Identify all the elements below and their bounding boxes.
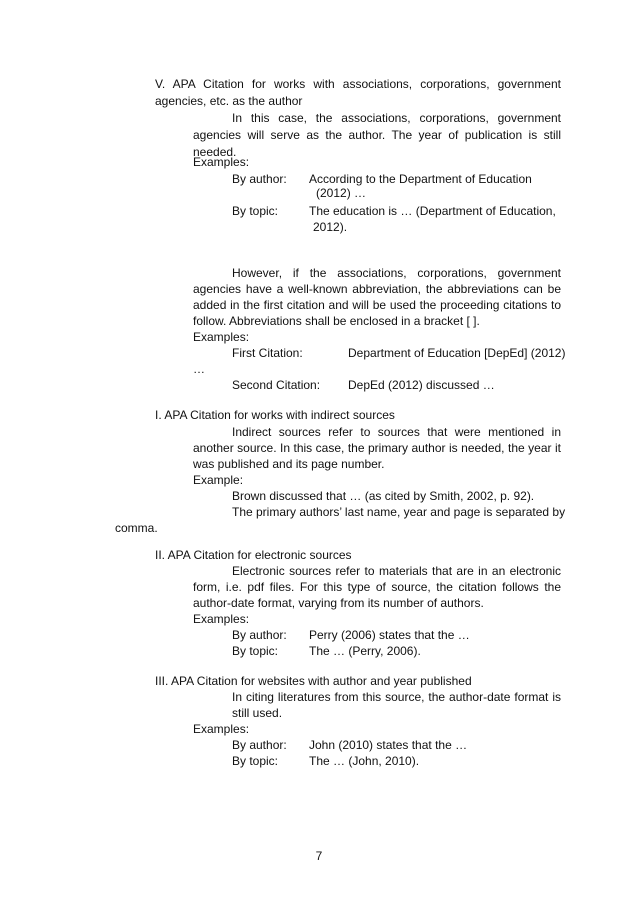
section-i-note-line2: comma. [115,521,158,535]
first-citation-ellipsis: … [193,362,205,376]
section-iii-by-author-text: John (2010) states that the … [309,738,468,752]
section-ii-by-topic-text: The … (Perry, 2006). [309,644,421,658]
section-v-by-topic-text1: The education is … (Department of Education, [309,204,556,218]
section-iii-heading: III. APA Citation for websites with author and year published [155,674,472,688]
section-i-para-line2: another source. In this case, the primary author is needed, the year it [193,441,561,455]
section-ii-para-line1: Electronic sources refer to materials that are in an electronic [232,564,561,578]
section-i-heading: I. APA Citation for works with indirect sources [155,408,395,422]
first-citation-label: First Citation: [232,346,303,360]
first-citation-text: Department of Education [DepEd] (2012) [348,346,566,360]
section-i-example-text: Brown discussed that … (as cited by Smith, 2002, p. 92). [232,489,535,503]
section-ii-by-topic-label: By topic: [232,644,279,658]
section-v-by-topic-label: By topic: [232,204,279,218]
section-i-note-line1: The primary authors’ last name, year and page is separated by [232,505,566,519]
section-iii-examples-label: Examples: [193,722,250,736]
section-v-para2-line2: agencies have a well-known abbreviation, the abbreviations can be [193,282,561,296]
section-v-by-author-label: By author: [232,172,287,186]
section-v-para2-line4: follow. Abbreviations shall be enclosed in a bracket [ ]. [193,314,480,328]
section-iii-by-topic-text: The … (John, 2010). [309,754,420,768]
section-v-para2-line3: added in the first citation and will be used the proceeding citations to [193,298,561,312]
section-iii-para-line1: In citing literatures from this source, the author-date format is [232,690,561,704]
section-i-para-line1: Indirect sources refer to sources that were mentioned in [232,425,561,439]
section-ii-para-line2: form, i.e. pdf files. For this type of source, the citation follows the [193,580,561,594]
page-number: 7 [315,849,323,863]
section-v-by-author-text2: (2012) … [316,186,367,200]
section-i-example-label: Example: [193,473,244,487]
section-v-heading-line1: V. APA Citation for works with associations, corporations, government [155,77,561,91]
section-v-para1-line1: In this case, the associations, corporations, government [232,111,561,125]
section-ii-heading: II. APA Citation for electronic sources [155,548,352,562]
section-v-examples-label: Examples: [193,155,250,169]
section-v-by-author-text1: According to the Department of Education [309,172,532,186]
section-i-para-line3: was published and its page number. [193,457,385,471]
section-ii-examples-label: Examples: [193,612,250,626]
second-citation-text: DepEd (2012) discussed … [348,378,495,392]
section-iii-by-author-label: By author: [232,738,287,752]
second-citation-label: Second Citation: [232,378,321,392]
section-ii-by-author-label: By author: [232,628,287,642]
section-v-examples-label2: Examples: [193,330,250,344]
section-iii-para-line2: still used. [232,706,283,720]
section-v-heading-line2: agencies, etc. as the author [155,94,303,108]
section-ii-by-author-text: Perry (2006) states that the … [309,628,470,642]
section-v-para1-line3: needed. [193,145,237,159]
section-ii-para-line3: author-date format, varying from its number of authors. [193,596,484,610]
section-v-para2-line1: However, if the associations, corporations, government [232,266,561,280]
section-v-by-topic-text2: 2012). [313,220,348,234]
section-iii-by-topic-label: By topic: [232,754,279,768]
section-v-para1-line2: agencies will serve as the author. The year of publication is still [193,128,561,142]
